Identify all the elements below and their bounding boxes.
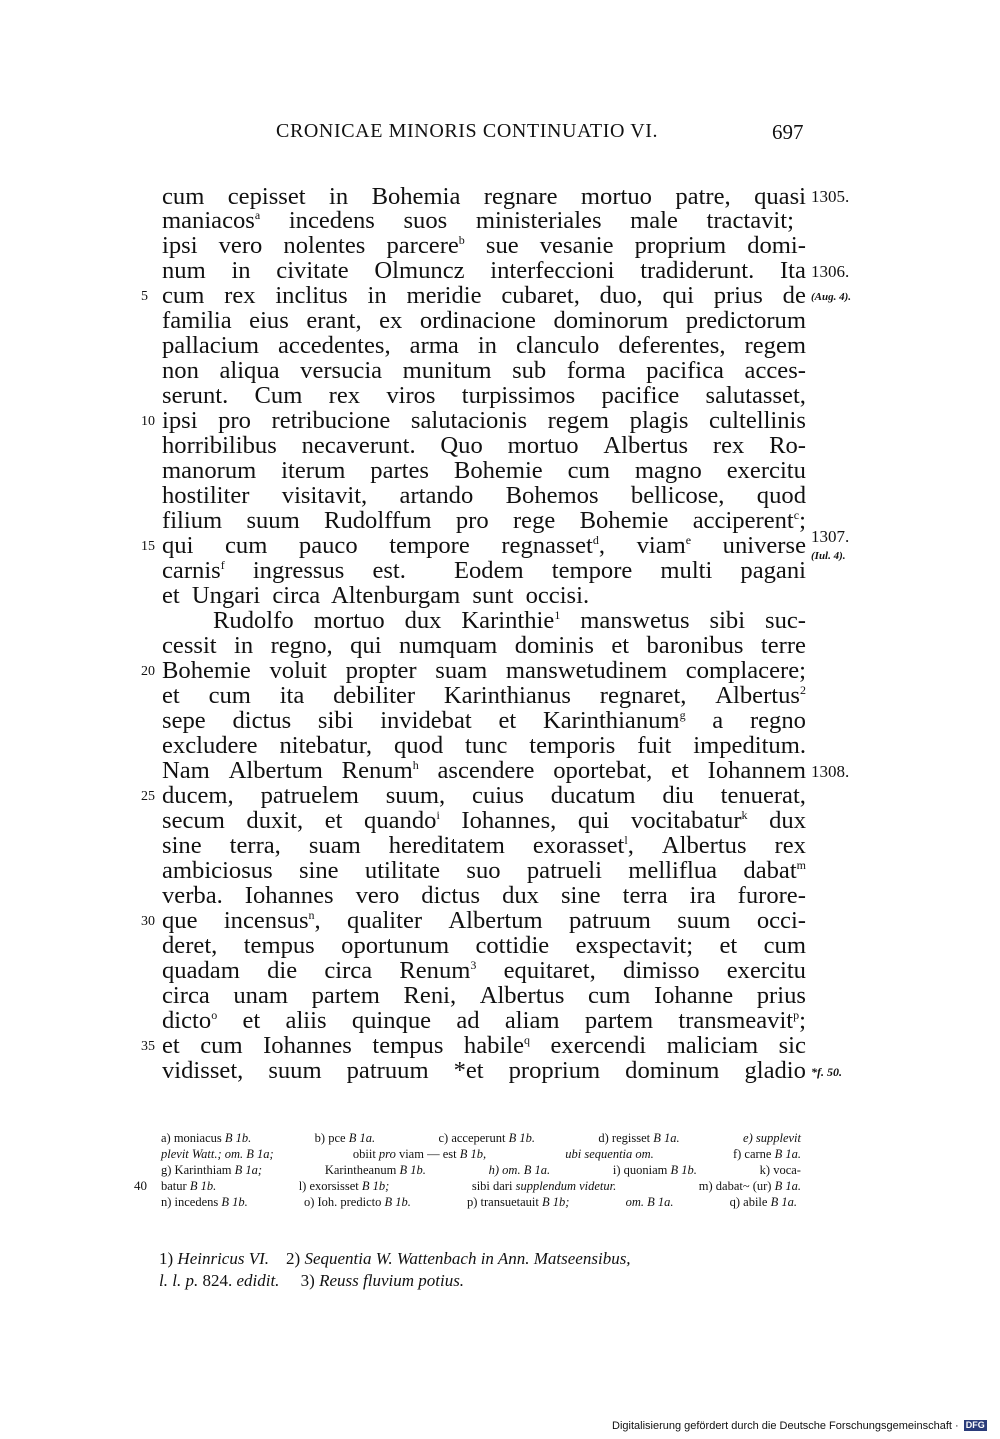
text-line: manorum iterum partes Bohemie cum magno exercitu (162, 457, 806, 484)
credit-text: Digitalisierung gefördert durch die Deutsche Forschungsgemeinschaft · (612, 1420, 959, 1432)
text-line: cum cepisset in Bohemia regnare mortuo patre, quasi (162, 183, 806, 210)
text-line: familia eius erant, ex ordinacione dominorum predictorum (162, 307, 806, 334)
text-line: et cum ita debiliter Karinthianus regnaret, Albertus$^2$ (162, 682, 806, 709)
margin-year: 1307. (811, 527, 850, 546)
footnote-line: plevit Watt.; om. B 1a; obiit pro viam — est B 1b, ubi sequentia om. f) carne B 1a. (161, 1147, 801, 1161)
text-line: secum duxit, et quando$^i$ Iohannes, qui vocitabatur$^k$ dux (162, 807, 806, 834)
text-line: non aliqua versucia munitum sub forma pacifica acces- (162, 357, 806, 384)
margin-year: 1306. (811, 262, 850, 281)
text-line: serunt. Cum rex viros turpissimos pacifice salutasset, (162, 382, 806, 409)
text-line: pallacium accedentes, arma in clanculo deferentes, regem (162, 332, 806, 359)
text-line: qui cum pauco tempore regnasset$^d$, viam$^e$ universe (162, 532, 806, 559)
text-line: Bohemie voluit propter suam manswetudinem complacere; (162, 657, 806, 684)
footnote-line: a) moniacus B 1b. b) pce B 1a. c) acceperunt B 1b. d) regisset B 1a. e) supplevit (161, 1131, 801, 1145)
text-line: ipsi vero nolentes parcere$^b$ sue vesanie proprium domi- (162, 232, 806, 259)
text-line: num in civitate Olmuncz interfeccioni tradiderunt. Ita (162, 257, 806, 284)
text-line: sine terra, suam hereditatem exorasset$^l$, Albertus rex (162, 832, 806, 859)
text-line: cum rex inclitus in meridie cubaret, duo, qui prius de (162, 282, 806, 309)
text-line: Rudolfo mortuo dux Karinthie$^1$ manswetus sibi suc- (213, 607, 806, 634)
line-number: 15 (141, 539, 155, 554)
line-number: 20 (141, 664, 155, 679)
margin-year: 1308. (811, 762, 850, 781)
text-line: deret, tempus oportunum cottidie exspectavit; et cum (162, 932, 806, 959)
text-line: vidisset, suum patruum *et proprium dominum gladio (162, 1057, 806, 1084)
line-number: 30 (141, 914, 155, 929)
text-line: horribilibus necaverunt. Quo mortuo Albertus rex Ro- (162, 432, 806, 459)
footnote-line: g) Karinthiam B 1a; Karintheanum B 1b. h) om. B 1a. i) quoniam B 1b. k) voca- (161, 1163, 801, 1177)
page-title: CRONICAE MINORIS CONTINUATIO VI. (276, 120, 659, 142)
text-line: hostiliter visitavit, artando Bohemos bellicose, quod (162, 482, 806, 509)
text-line: cessit in regno, qui numquam dominis et baronibus terre (162, 632, 806, 659)
text-line: sepe dictus sibi invidebat et Karinthianum$^g$ a regno (162, 707, 806, 734)
margin-date: (Iul. 4). (811, 550, 846, 562)
text-line: dicto$^o$ et aliis quinque ad aliam partem transmeavit$^p$; (162, 1007, 806, 1034)
line-number: 5 (141, 289, 148, 304)
text-line: ambiciosus sine utilitate suo patrueli melliflua dabat$^m$ (162, 857, 806, 884)
page-number: 697 (772, 120, 804, 144)
text-line: maniacos$^a$ incedens suos ministeriales male tractavit; (162, 207, 794, 234)
text-line: ducem, patruelem suum, cuius ducatum diu tenuerat, (162, 782, 806, 809)
folio-marker: *f. 50. (811, 1065, 842, 1079)
text-line: carnis$^f$ ingressus est. Eodem tempore multi pagani (162, 557, 806, 584)
text-line: et cum Iohannes tempus habile$^q$ exercendi maliciam sic (162, 1032, 806, 1059)
text-line: Nam Albertum Renum$^h$ ascendere oportebat, et Iohannem (162, 757, 806, 784)
text-line: que incensus$^n$, qualiter Albertum patruum suum occi- (162, 907, 806, 934)
footnote-line: batur B 1b. l) exorsisset B 1b; sibi dari supplendum videtur. m) dabat~ (ur) B 1a. (161, 1179, 801, 1193)
text-line: ipsi pro retribucione salutacionis regem plagis cultellinis (162, 407, 806, 434)
text-line: circa unam partem Reni, Albertus cum Iohanne prius (162, 982, 806, 1009)
margin-date: (Aug. 4). (811, 291, 852, 303)
footnote-line: n) incedens B 1b. o) Ioh. predicto B 1b. p) transuetauit B 1b; om. B 1a. q) abile B 1a. (161, 1195, 797, 1209)
margin-year: 1305. (811, 187, 850, 206)
text-line: quadam die circa Renum$^3$ equitaret, dimisso exercitu (162, 957, 806, 984)
text-line: verba. Iohannes vero dictus dux sine terra ira furore- (162, 882, 806, 909)
line-number: 25 (141, 789, 155, 804)
text-line: et Ungari circa Altenburgam sunt occisi. (162, 582, 590, 609)
text-line: filium suum Rudolffum pro rege Bohemie acciperent$^c$; (162, 507, 806, 534)
line-number: 10 (141, 414, 155, 429)
digitization-credit (612, 1420, 987, 1432)
source-note-line: 1) Heinricus VI. 2) Sequentia W. Wattenbach in Ann. Matseensibus, (159, 1249, 631, 1268)
dfg-logo: DFG (965, 1420, 985, 1430)
source-note-line: l. l. p. 824. edidit. 3) Reuss fluvium potius. (159, 1271, 465, 1290)
footnote-line-number: 40 (134, 1178, 147, 1193)
text-line: excludere nitebatur, quod tunc temporis fuit impeditum. (162, 732, 806, 759)
line-number: 35 (141, 1039, 155, 1054)
